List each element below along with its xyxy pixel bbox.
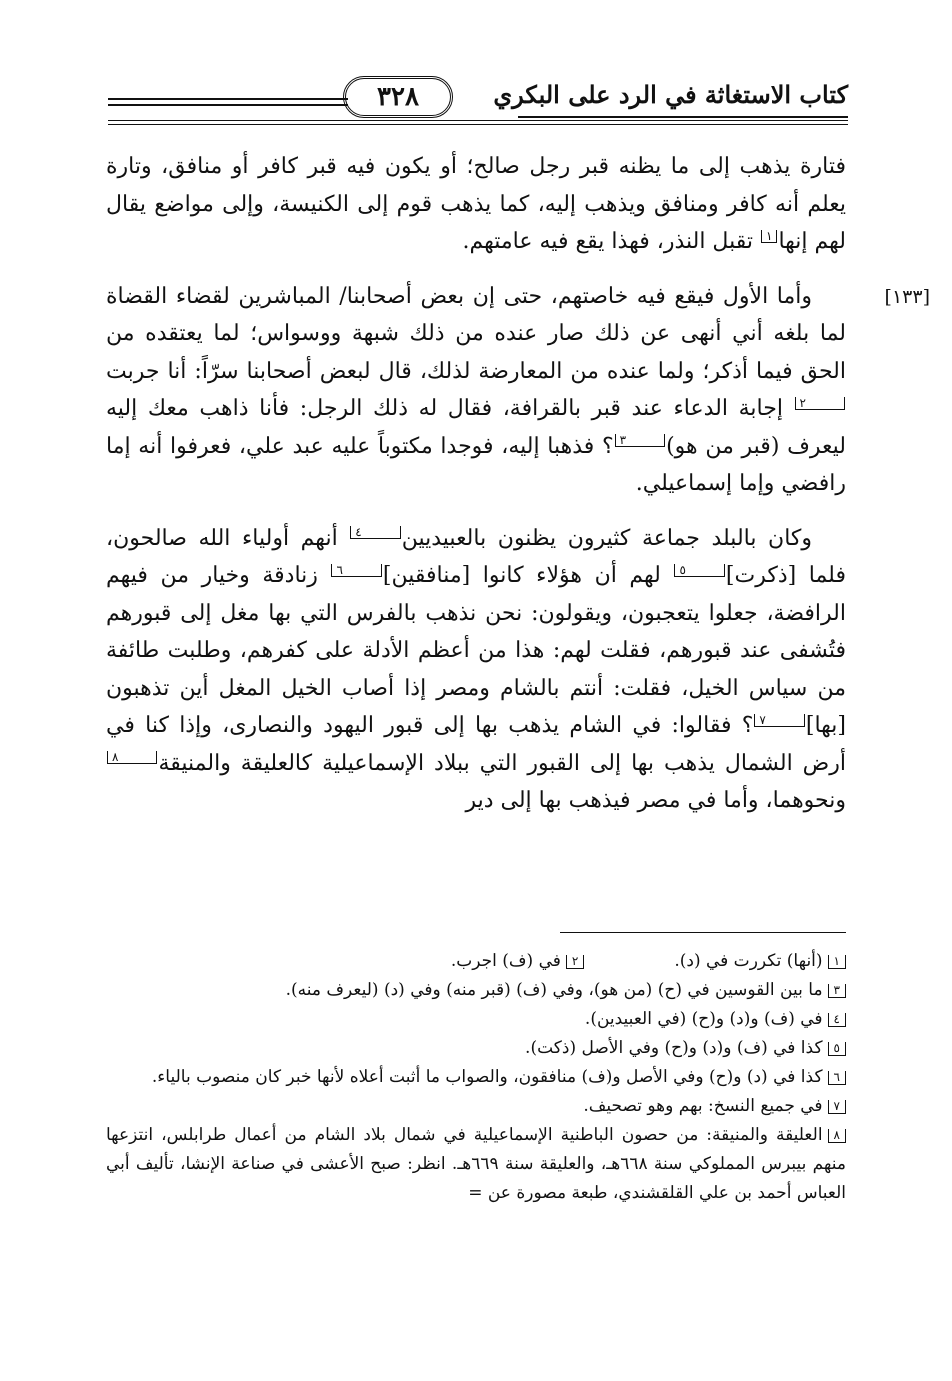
title-underline: [518, 116, 848, 118]
paragraph-3: [106, 520, 846, 820]
footnote-separator: [560, 932, 846, 933]
footnote-ref-2[interactable]: ٢: [795, 397, 845, 410]
footnote-text: ما بين القوسين في (ح) (من هو)، وفي (ف) (قبر منه) وفي (د) (ليعرف منه).: [285, 980, 823, 1000]
header-rules: [108, 120, 848, 128]
text-run: ونحوهما، وأما في مصر فيذهب بها إلى دير: [465, 788, 846, 813]
footnote-ref-4[interactable]: ٤: [350, 526, 400, 539]
main-text: [106, 148, 846, 837]
paragraph-1: [106, 148, 846, 261]
text-run: أنهم أولياء الله صالحون، فلما [ذكرت]: [106, 525, 846, 588]
footnote-number: ١: [828, 955, 846, 969]
footnote-ref-8[interactable]: ٨: [107, 751, 157, 764]
header-rules-left: [108, 98, 348, 110]
footnote-ref-5[interactable]: ٥: [674, 564, 724, 577]
footnote-7: [106, 1092, 846, 1121]
text-run: زنادقة وخيار من فيهم الرافضة، جعلوا يتعجبون، ويقولون: نحن نذهب بالفرس التي بها مغل إلى قبورهم فتُشفى عند قبورهم، فقلت لهم: هذا من أعظم الأدلة على كفرهم، وطلبت طائفة من سياس الخيل، فقلت: أنتم بالشام ومصر إذا أصاب الخيل المغل أين تذهبون [بها]: [106, 563, 846, 738]
footnote-ref-7[interactable]: ٧: [754, 714, 804, 727]
footnote-8: [106, 1121, 846, 1208]
footnote-6: [106, 1063, 846, 1092]
footnote-text: العليقة والمنيقة: من حصون الباطنية الإسماعيلية في شمال بلاد الشام من أعمال طرابلس، انتزعها منهم بيبرس المملوكي سنة ٦٦٨هـ، والعليقة سنة ٦٦٩هـ. انظر: صبح الأعشى في صناعة الإنشا، تأليف أبي العباس أحمد بن علي القلقشندي، طبعة مصورة عن =: [106, 1125, 846, 1203]
page-number: ٣٢٨: [377, 82, 419, 112]
footnote-5: [106, 1034, 846, 1063]
text-run: وكان بالبلد جماعة كثيرون يظنون بالعبيديين: [401, 525, 813, 551]
text-run: ؟ فذهبا إليه، فوجدا مكتوباً عليه عبد علي، فعرفوا أنه إما رافضي وإما إسماعيلي.: [106, 433, 846, 496]
footnote-ref-1[interactable]: ١: [761, 230, 777, 243]
footnote-text: في جميع النسخ: بهم وهو تصحيف.: [583, 1096, 823, 1116]
footnote-text: في (ف) و(د) و(ح) (في العبيدين).: [584, 1009, 823, 1029]
footnote-1: [674, 947, 846, 976]
text-run: ؟ فقالوا: في الشام يذهب بها إلى قبور اليهود والنصارى، وإذا كنا في أرض الشمال يذهب بها إلى القبور التي ببلاد الإسماعيلية كالعليقة والمنيقة: [106, 713, 846, 776]
footnote-text: كذا في (ف) و(د) و(ح) وفي الأصل (ذكت).: [525, 1038, 823, 1058]
footnote-ref-3[interactable]: ٣: [615, 434, 665, 447]
footnote-number: ٤: [828, 1013, 846, 1027]
margin-folio-reference: [١٣٣]: [884, 286, 930, 308]
text-run: تقبل النذر، فهذا يقع فيه عامتهم.: [462, 229, 760, 254]
running-header: [108, 72, 848, 132]
footnote-text: (أنها) تكررت في (د).: [674, 951, 823, 971]
footnote-number: ٥: [828, 1042, 846, 1056]
footnote-number: ٨: [828, 1129, 846, 1143]
footnote-2: [451, 947, 584, 976]
footnote-number: ٣: [828, 984, 846, 998]
footnotes: [106, 947, 846, 1208]
text-run: فتارة يذهب إلى ما يظنه قبر رجل صالح؛ أو يكون فيه قبر كافر أو منافق، وتارة يعلم أنه كافر ومنافق ويذهب إليه، كما يذهب قوم إلى الكنيسة، وإلى مواضع يقال لهم إنها: [106, 154, 846, 254]
footnote-text: في (ف) اجرب.: [450, 951, 561, 971]
text-run: لهم أن هؤلاء كانوا [منافقين]: [382, 563, 674, 588]
footnote-4: [106, 1005, 846, 1034]
footnote-text: كذا في (د) و(ح) وفي الأصل و(ف) منافقون، والصواب ما أثبت أعلاه لأنها خبر كان منصوب بالياء.: [151, 1067, 823, 1087]
text-run: وأما الأول فيقع فيه خاصتهم، حتى إن بعض أصحابنا/ المباشرين لقضاء القضاة لما بلغه أني أنهى عن ذلك صار عنده من ذلك شبهة ووسواس؛ لما يعتقده من الحق فيما أذكر؛ ولما عنده من المعارضة لذلك، قال لبعض أصحابنا سرّاً: أنا جربت: [106, 283, 846, 384]
footnote-3: [106, 976, 846, 1005]
paragraph-2: [106, 278, 846, 503]
footnote-number: ٧: [828, 1100, 846, 1114]
footnote-number: ٦: [828, 1071, 846, 1085]
book-title: كتاب الاستغاثة في الرد على البكري: [493, 80, 848, 109]
footnote-number: ٢: [566, 955, 584, 969]
page-number-frame: [343, 76, 453, 118]
text-run: إجابة الدعاء عند قبر بالقرافة، فقال له ذلك الرجل: فأنا ذاهب معك إليه ليعرف (قبر من هو): [106, 396, 846, 459]
footnote-row: [106, 947, 846, 976]
footnote-ref-6[interactable]: ٦: [331, 564, 381, 577]
